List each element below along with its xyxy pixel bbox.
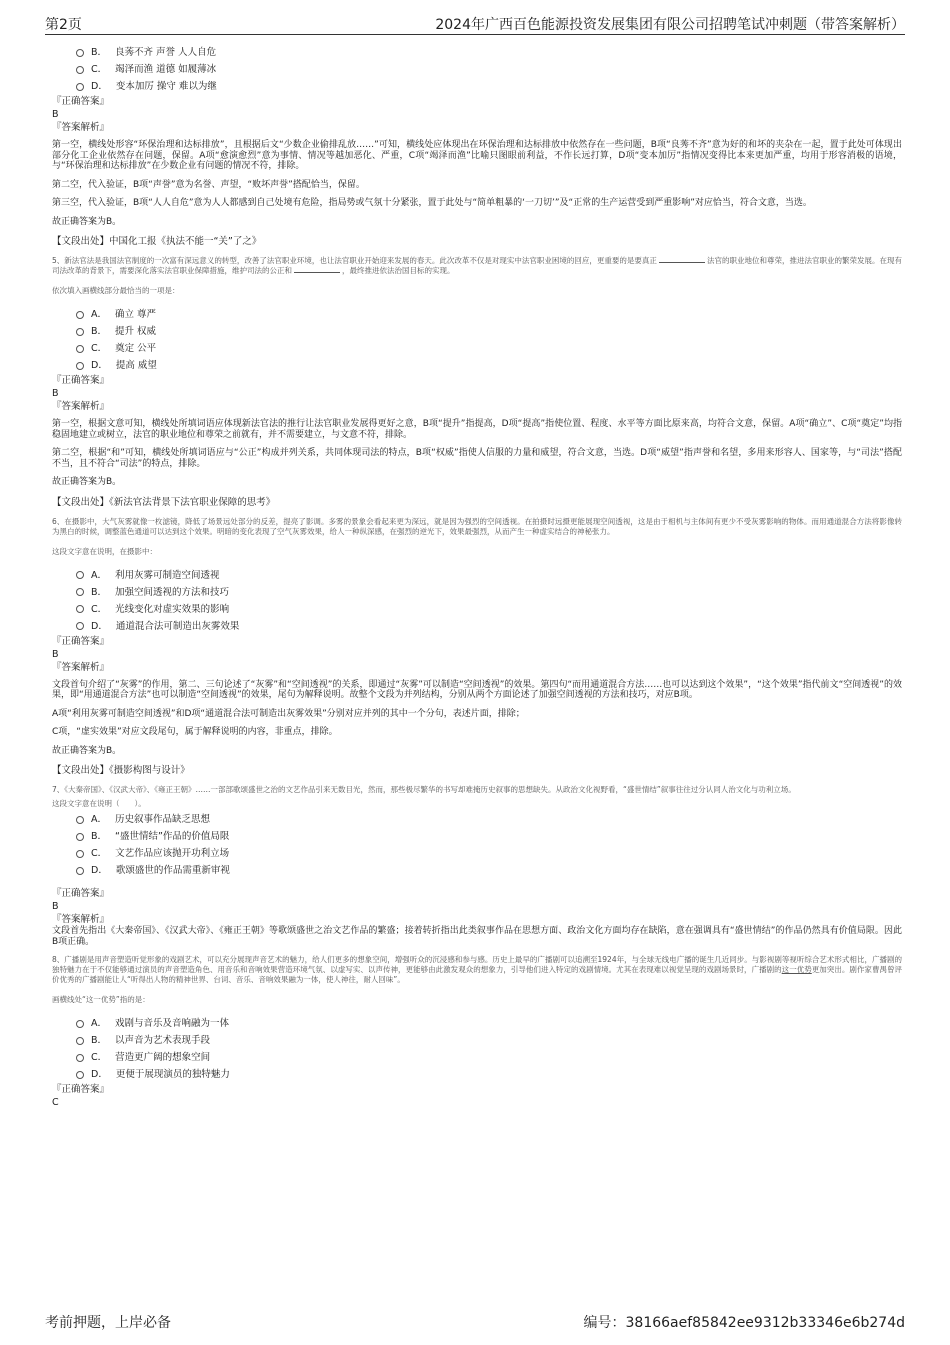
q8-option-b[interactable]: B． 以声音为艺术表现手段	[76, 1032, 902, 1049]
radio-icon[interactable]	[76, 83, 84, 91]
underlined-phrase: 这一优势	[781, 965, 812, 974]
q8-answer: C	[52, 1097, 59, 1108]
radio-icon[interactable]	[76, 571, 84, 579]
q7-prompt: 这段文字意在说明（ ）。	[52, 799, 146, 808]
q4-option-b[interactable]: B． 良莠不齐 声誉 人人自危	[76, 44, 902, 61]
q5-explanation-1: 第一空，根据文意可知，横线处所填词语应体现新法官法的推行让法官职业发展得更好之意，B项“提升”指提高，D项“提高”指使位置、程度、水平等方面比原来高，均符合文意，保留。A项“确立”、C项“奠定”均指稳固地建立或树立，法官的职业地位和尊荣之前就有，并不需要建立，与文意不符，排除。	[52, 419, 902, 440]
q5-option-c[interactable]: C． 奠定 公平	[76, 340, 902, 357]
q6-conclusion: 故正确答案为B。	[52, 745, 122, 756]
q8-options	[52, 1015, 902, 1083]
q8-option-a[interactable]: A． 戏剧与音乐及音响融为一体	[76, 1015, 902, 1032]
q5-answer: B	[52, 388, 59, 399]
radio-icon[interactable]	[76, 1037, 84, 1045]
q5-options	[52, 306, 902, 374]
explanation-label: 『答案解析』	[52, 914, 110, 925]
q6-option-a[interactable]: A． 利用灰雾可制造空间透视	[76, 567, 902, 584]
q5-conclusion: 故正确答案为B。	[52, 477, 122, 487]
radio-icon[interactable]	[76, 622, 84, 630]
radio-icon[interactable]	[76, 362, 84, 370]
radio-icon[interactable]	[76, 1020, 84, 1028]
q7-option-a[interactable]: A． 历史叙事作品缺乏思想	[76, 811, 902, 828]
q6-prompt: 这段文字意在说明，在摄影中：	[52, 546, 157, 556]
q6-explanation-2: A项“利用灰雾可制造空间透视”和D项“通道混合法可制造出灰雾效果”分别对应并列的其中一个分句，表述片面，排除；	[52, 708, 525, 719]
answer-label: 『正确答案』	[52, 635, 110, 647]
q5-option-a[interactable]: A． 确立 尊严	[76, 306, 902, 323]
radio-icon[interactable]	[76, 588, 84, 596]
answer-label: 『正确答案』	[52, 888, 110, 899]
q4-source: 【文段出处】中国化工报《执法不能一“关”了之》	[52, 236, 262, 247]
q6-source: 【文段出处】《摄影构图与设计》	[52, 765, 190, 776]
radio-icon[interactable]	[76, 49, 84, 57]
q7-option-d[interactable]: D． 歌颂盛世的作品需重新审视	[76, 862, 902, 879]
answer-label: 『正确答案』	[52, 96, 110, 107]
blank-line	[659, 262, 705, 263]
q5-option-d[interactable]: D． 提高 威望	[76, 357, 902, 374]
q4-option-c[interactable]: C． 竭泽而渔 道德 如履薄冰	[76, 61, 902, 78]
radio-icon[interactable]	[76, 816, 84, 824]
q6-option-b[interactable]: B． 加强空间透视的方法和技巧	[76, 584, 902, 601]
q8-option-d[interactable]: D． 更便于展现演员的独特魅力	[76, 1066, 902, 1083]
page-header	[45, 14, 905, 35]
q6-option-d[interactable]: D． 通道混合法可制造出灰雾效果	[76, 618, 902, 635]
radio-icon[interactable]	[76, 66, 84, 74]
q8-stem: 8、广播剧是用声音塑造听觉形象的戏剧艺术，可以充分展现声音艺术的魅力，给人们更多的想象空间，增强听众的沉浸感和参与感。历史上最早的广播剧可以追溯至1924年，与全球无线电广播的诞生几近同步。与影视剧等视听综合艺术形式相比，广播剧的独特魅力在于不仅能够通过演员的声音塑造角色、用音乐和音响效果营造环境气氛、以虚写实、以声传神，更能够由此激发观众的想象力，引导他们进入特定的戏剧情境。尤其在表现难以视觉呈现的戏剧场景时，广播剧的这一优势更加突出。剧作家曹禺曾评价优秀的广播剧能让人“听得出人物的精神世界、台词、音乐、音响效果融为一体，使人神往，耐人回味”。	[52, 955, 903, 984]
footer-slogan: 考前押题，上岸必备	[45, 1315, 171, 1331]
blank-line	[294, 272, 340, 273]
radio-icon[interactable]	[76, 1054, 84, 1062]
answer-label: 『正确答案』	[52, 375, 110, 386]
q7-answer: B	[52, 901, 59, 912]
explanation-label: 『答案解析』	[52, 122, 110, 133]
q5-option-b[interactable]: B． 提升 权威	[76, 323, 902, 340]
q7-explanation: 文段首先指出《大秦帝国》、《汉武大帝》、《雍正王朝》等歌颂盛世之治文艺作品的繁盛；接着转折指出此类叙事作品在思想方面、政治文化方面均存在缺陷，意在强调具有“盛世情结”的作品仍然具有价值局限。因此B项正确。	[52, 926, 902, 947]
radio-icon[interactable]	[76, 833, 84, 841]
q4-explanation-2: 第二空，代入验证，B项“声誉”意为名誉、声望，“败坏声誉”搭配恰当，保留。	[52, 179, 365, 190]
q6-explanation-1: 文段首句介绍了“灰雾”的作用，第二、三句论述了“灰雾”和“空间透视”的关系，即通过“灰雾”可以制造“空间透视”的效果。第四句“而用通道混合方法……也可以达到这个效果”，“这个效果”指代前文“空间透视”的效果，即“用通道混合方法”也可以制造“空间透视”的效果，尾句为解释说明。故整个文段为并列结构，分别从两个方面论述了加强空间透视的方法和技巧，对应B项。	[52, 679, 902, 700]
radio-icon[interactable]	[76, 328, 84, 336]
q4-explanation-3: 第三空，代入验证，B项“人人自危”意为人人都感到自己处境有危险，指局势或气氛十分紧张，置于此处与“简单粗暴的‘一刀切’”及“正常的生产运营受到严重影响”对应恰当，符合文意，当选。	[52, 198, 812, 208]
answer-label: 『正确答案』	[52, 1084, 110, 1095]
q7-option-b[interactable]: B． “盛世情结”作品的价值局限	[76, 828, 902, 845]
radio-icon[interactable]	[76, 1071, 84, 1079]
q4-options	[52, 44, 902, 95]
q6-option-c[interactable]: C． 光线变化对虚实效果的影响	[76, 601, 902, 618]
q4-explanation-1: 第一空，横线处形容“环保治理和达标排放”，且根据后文“少数企业偷排乱放……”可知，横线处应体现出在环保治理和达标排放中依然存在一些问题，B项“良莠不齐”意为好的和坏的夹杂在一起，置于此处可体现出部分化工企业依然存在问题，保留。A项“愈演愈烈”意为事情、情况等越加恶化、严重，C项“竭泽而渔”比喻只图眼前利益，不作长远打算，D项“变本加厉”指情况变得比本来更加严重，均用于形容消极的语境，与“环保治理和达标排放”在少数企业有问题的情况不符，排除。	[52, 140, 902, 171]
document-body	[52, 44, 902, 1109]
q4-conclusion: 故正确答案为B。	[52, 216, 122, 227]
page-number: 第2页	[45, 17, 82, 33]
q7-options	[52, 811, 902, 879]
q8-prompt: 画横线处“这一优势”指的是：	[52, 995, 150, 1004]
explanation-label: 『答案解析』	[52, 401, 110, 412]
q4-answer: B	[52, 109, 59, 120]
explanation-label: 『答案解析』	[52, 661, 110, 673]
q7-option-c[interactable]: C． 文艺作品应该抛开功利立场	[76, 845, 902, 862]
q4-option-d[interactable]: D． 变本加厉 操守 难以为继	[76, 78, 902, 95]
q7-stem: 7、《大秦帝国》、《汉武大帝》、《雍正王朝》……一部部歌颂盛世之治的文艺作品引来无数目光，然而，那些极尽繁华的书写却难掩历史叙事的思想缺失。从政治文化视野看，“盛世情结”叙事往往过分认同人治文化与功利立场。	[52, 785, 796, 794]
document-title: 2024年广西百色能源投资发展集团有限公司招聘笔试冲刺题（带答案解析）	[435, 17, 905, 33]
document-id: 编号：38166aef85842ee9312b33346e6b274d	[583, 1315, 905, 1331]
q5-prompt: 依次填入画横线部分最恰当的一项是：	[52, 286, 180, 295]
page-footer	[45, 1312, 905, 1332]
radio-icon[interactable]	[76, 605, 84, 613]
radio-icon[interactable]	[76, 867, 84, 875]
q6-stem: 6、在摄影中，大气灰雾就像一枚滤镜，降低了场景远处部分的反差，提亮了影调。多雾的景象会看起来更为深远，就是因为强烈的空间透视。在拍摄时远摄更能展现空间透视，这是由于相机与主体间有更少不受灰雾影响的物体。而用通道混合方法将影像转为黑白的时候，调整蓝色通道可以达到这个效果。明暗的变化表现了空气灰雾效果，给人一种纵深感，在强烈的逆光下，效果最强烈，从而产生一种虚实结合的神秘张力。	[52, 516, 902, 536]
radio-icon[interactable]	[76, 311, 84, 319]
q6-explanation-3: C项，“虚实效果”对应文段尾句，属于解释说明的内容，非重点，排除。	[52, 727, 338, 737]
q6-options	[52, 567, 902, 635]
q8-option-c[interactable]: C． 营造更广阔的想象空间	[76, 1049, 902, 1066]
q5-source: 【文段出处】《新法官法背景下法官职业保障的思考》	[52, 496, 276, 508]
radio-icon[interactable]	[76, 850, 84, 858]
q5-explanation-2: 第二空，根据“和”可知，横线处所填词语应与“公正”构成并列关系，共同体现司法的特点，B项“权威”指使人信服的力量和威望，符合文意，当选。D项“威望”指声誉和名望，多用来形容人、国家等，与“司法”搭配不当，且不符合“司法”的特点，排除。	[52, 448, 902, 469]
radio-icon[interactable]	[76, 345, 84, 353]
q5-stem: 5、新法官法是我国法官制度的一次富有深远意义的转型，改善了法官职业环境，也让法官职业开始迎来发展的春天。此次改革不仅是对现实中法官职业困境的回应，更重要的是要真正 法官的职业地位和尊荣，推进法官职业的繁荣发展。在现有司法改革的背景下，需要深化落实法官职业保障措施，维护司法的公正和 ，最终推进依法治国目标的实现。	[52, 256, 902, 275]
q6-answer: B	[52, 648, 59, 660]
